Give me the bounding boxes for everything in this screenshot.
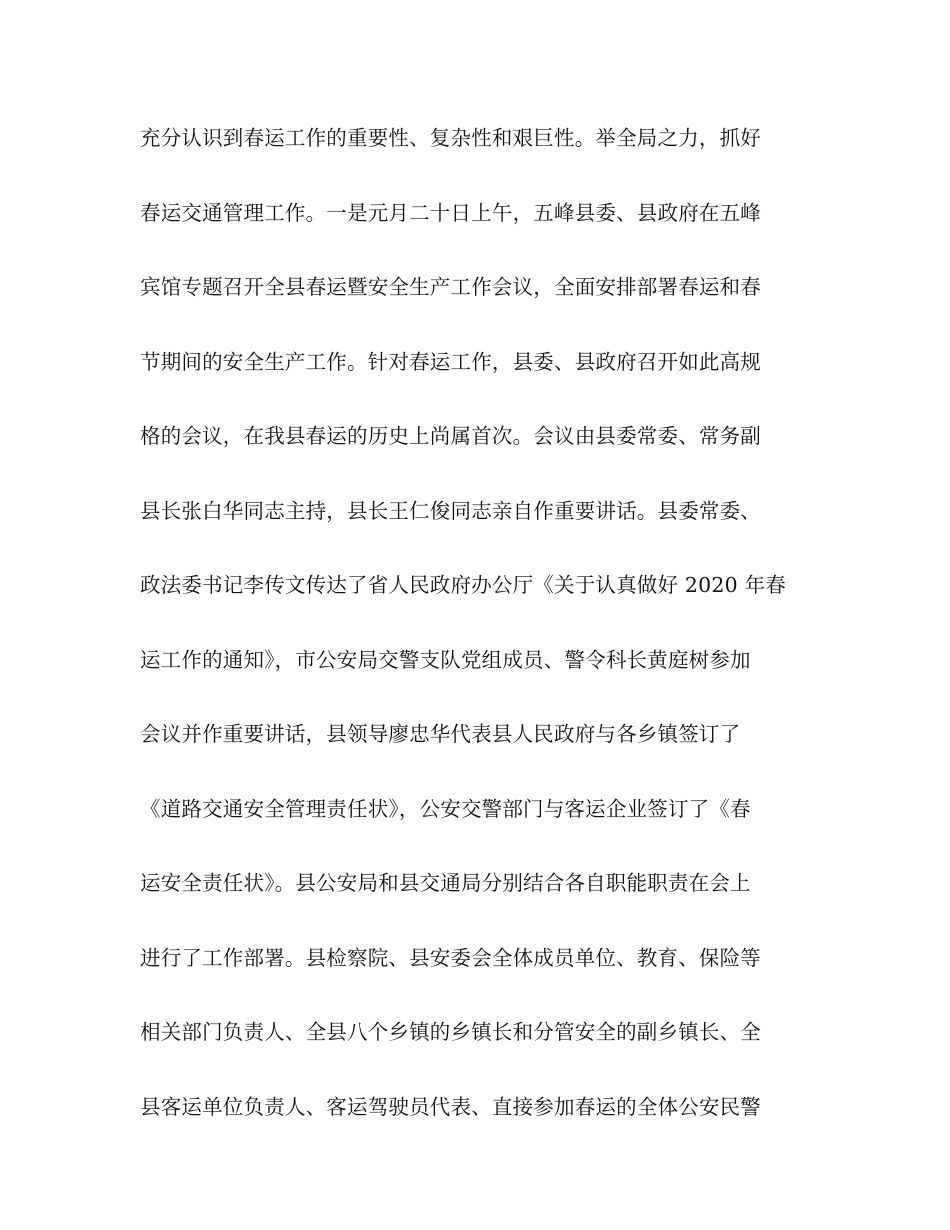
text-line: 《道路交通安全管理责任状》，公安交警部门与客运企业签订了《春 [140, 796, 751, 821]
text-line: 政法委书记李传文传达了省人民政府办公厅《关于认真做好 2020 年春 [140, 573, 787, 597]
text-line: 会议并作重要讲话，县领导廖忠华代表县人民政府与各乡镇签订了 [140, 722, 741, 746]
text-line: 格的会议，在我县春运的历史上尚属首次。会议由县委常委、常务副 [140, 424, 761, 448]
text-line: 节期间的安全生产工作。针对春运工作，县委、县政府召开如此高规 [140, 349, 761, 374]
text-line: 县长张白华同志主持，县长王仁俊同志亲自作重要讲话。县委常委、 [140, 498, 761, 523]
text-line: 宾馆专题召开全县春运暨安全生产工作会议，全面安排部署春运和春 [140, 275, 761, 299]
text-line: 充分认识到春运工作的重要性、复杂性和艰巨性。举全局之力，抓好 [140, 126, 761, 150]
text-line: 春运交通管理工作。一是元月二十日上午，五峰县委、县政府在五峰 [140, 200, 761, 225]
text-line: 相关部门负责人、全县八个乡镇的乡镇长和分管安全的副乡镇长、全 [140, 1020, 761, 1044]
text-line: 运安全责任状》。县公安局和县交通局分别结合各自职能职责在会上 [140, 871, 751, 895]
text-line: 进行了工作部署。县检察院、县安委会全体成员单位、教育、保险等 [140, 945, 761, 970]
document-body [140, 125, 810, 1168]
text-line: 运工作的通知》，市公安局交警支队党组成员、警令科长黄庭树参加 [140, 647, 751, 672]
text-line: 县客运单位负责人、客运驾驶员代表、直接参加春运的全体公安民警 [140, 1094, 761, 1119]
